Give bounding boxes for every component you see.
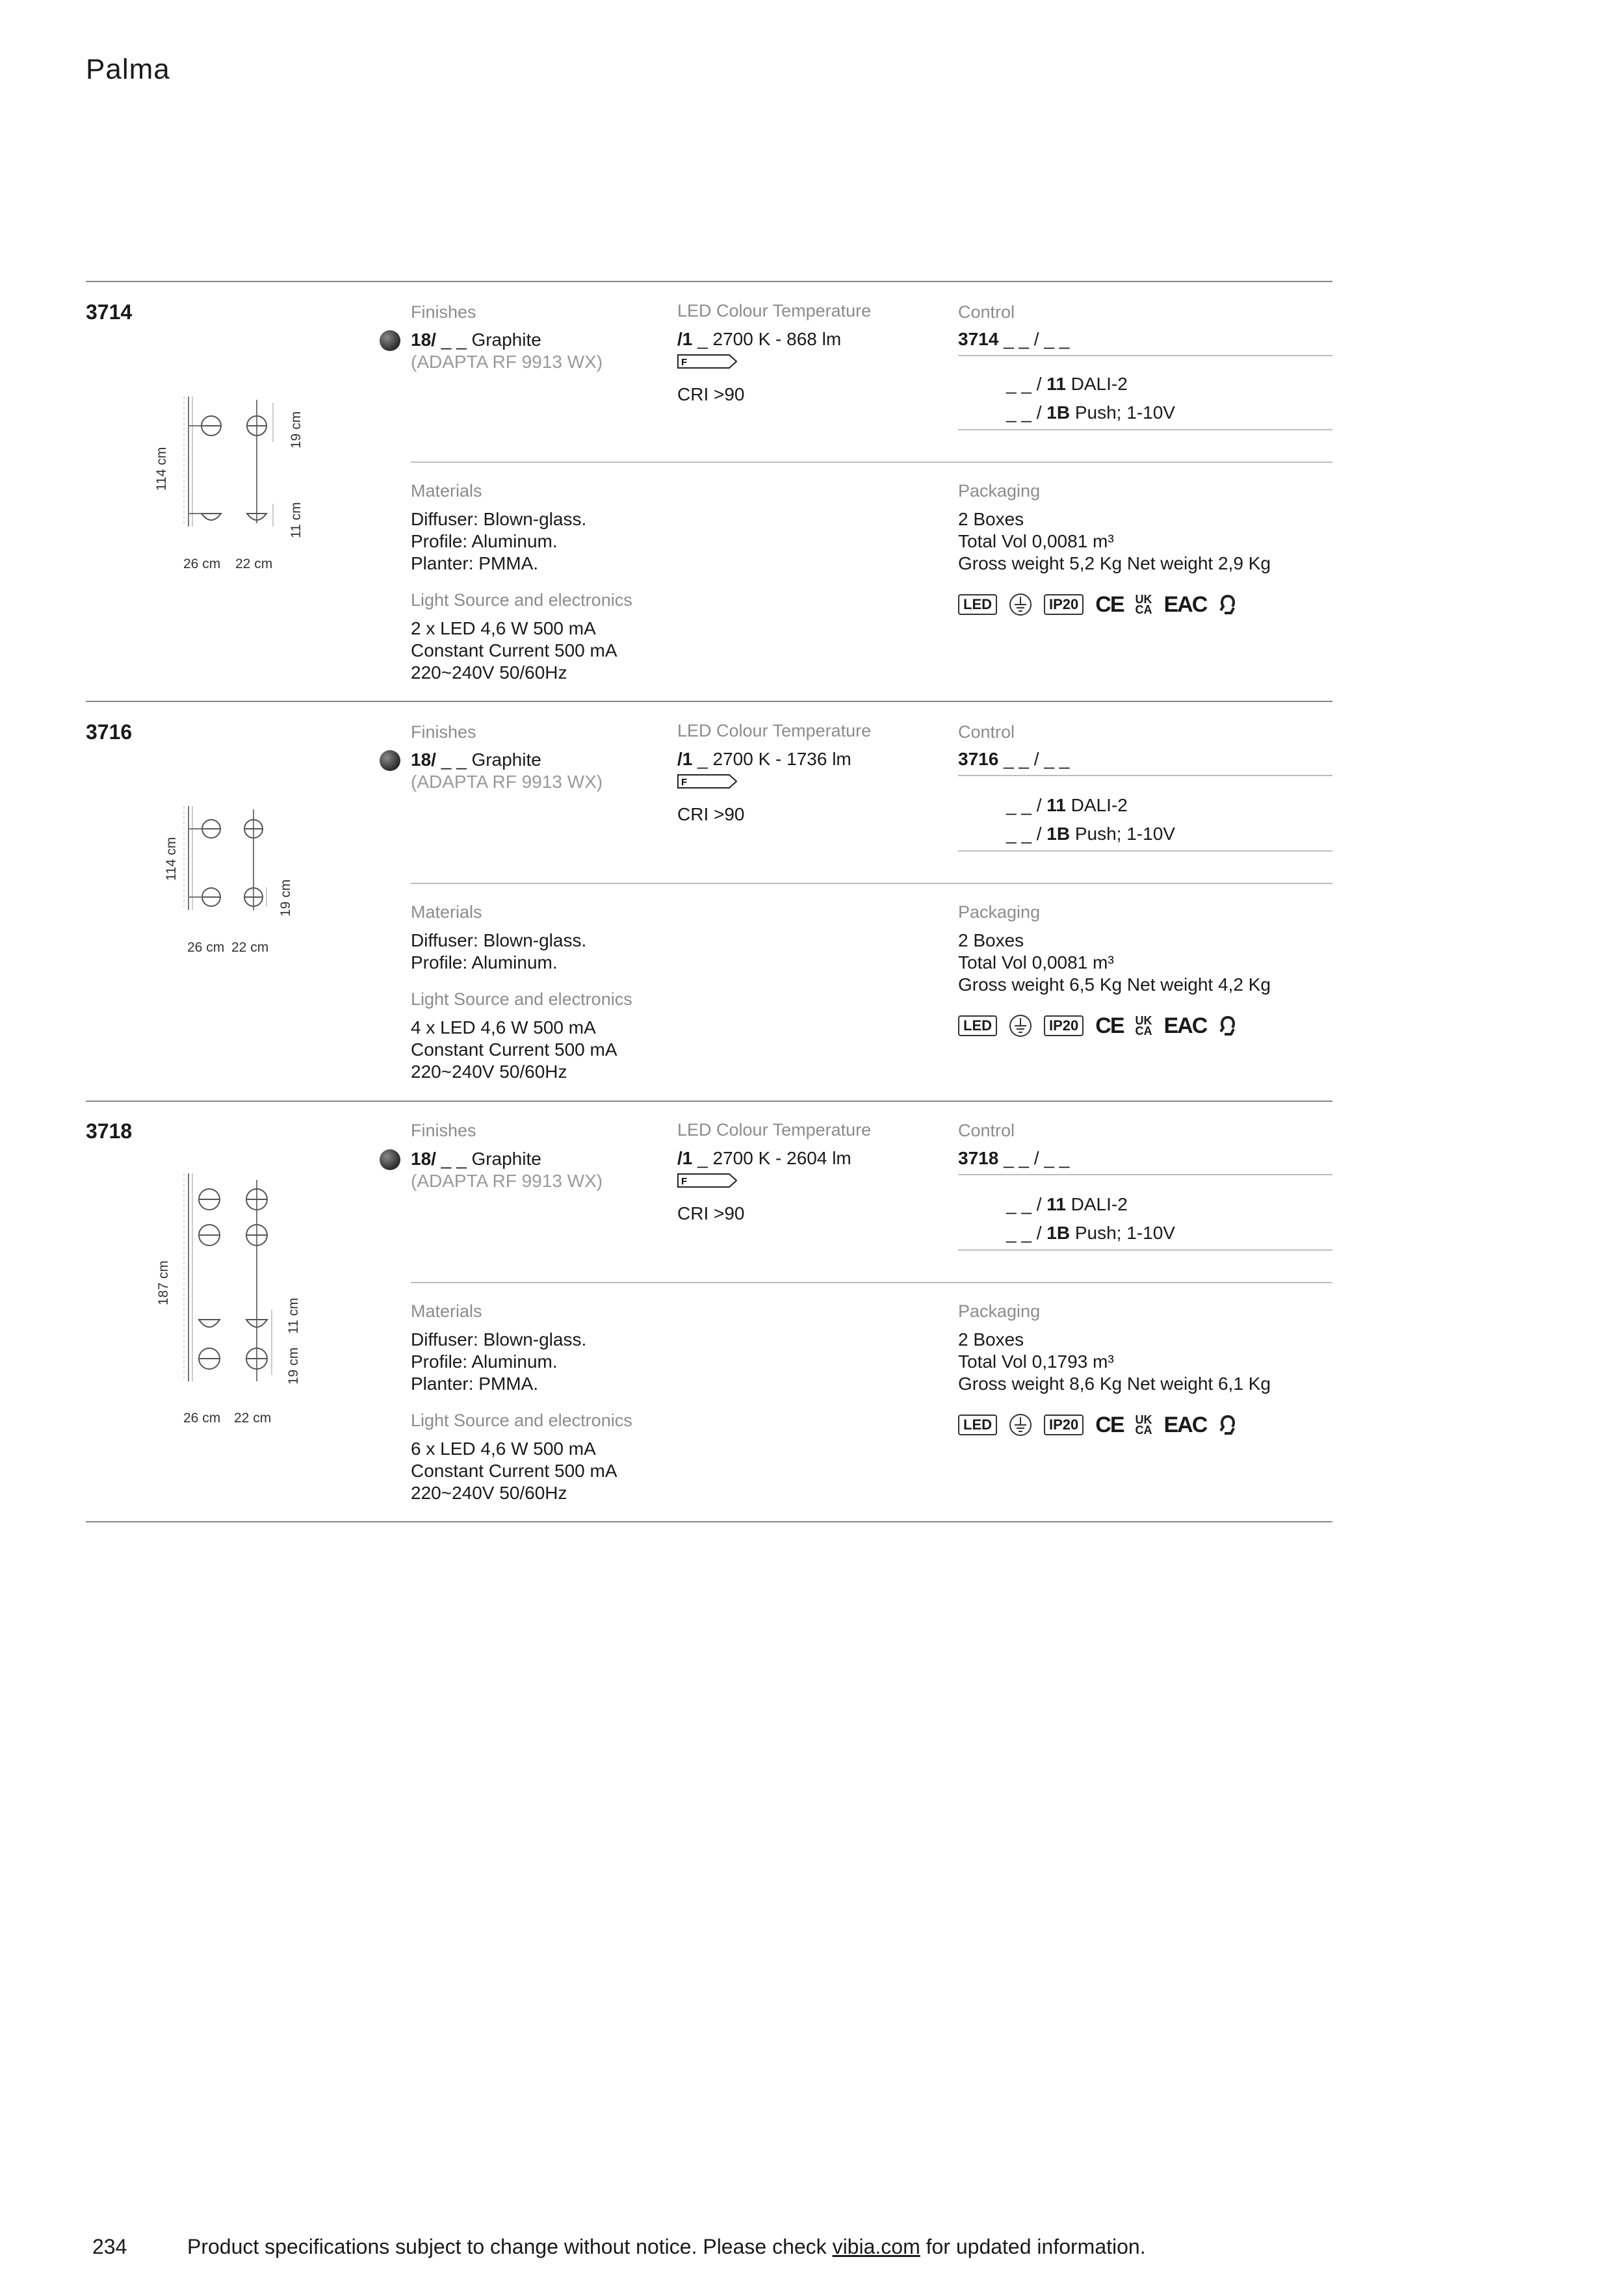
dim-a: 19 cm [289,411,304,449]
cri: CRI >90 [677,804,745,824]
packaging-label: Packaging [958,902,1041,922]
page-number: 234 [92,2235,127,2258]
ukca-mark: UK CA [1135,1413,1152,1437]
dim-w2: 22 cm [234,1411,272,1426]
inner-divider [411,462,1332,463]
ukca-mark: UK CA [1135,1014,1152,1037]
control-option: _ _ / 11 DALI-2 [1006,795,1128,815]
finish-ref: (ADAPTA RF 9913 WX) [411,352,603,372]
control-option: _ _ / 1B Push; 1-10V [1006,824,1175,844]
inner-divider [411,883,1332,884]
material-item: Diffuser: Blown-glass. [411,509,587,529]
energy-label-icon [677,774,737,789]
dim-height: 114 cm [154,447,169,491]
cri: CRI >90 [677,384,745,404]
packaging-item: Gross weight 5,2 Kg Net weight 2,9 Kg [958,553,1271,573]
packaging-item: Total Vol 0,0081 m³ [958,952,1114,972]
dim-b: 11 cm [286,1298,301,1334]
packaging-item: Gross weight 6,5 Kg Net weight 4,2 Kg [958,974,1271,995]
eac-mark: EAC [1163,1013,1207,1038]
dim-a: 19 cm [278,879,293,917]
packaging-item: 2 Boxes [958,1329,1024,1350]
ukca-mark: UK CA [1135,593,1152,616]
section-divider [86,1101,1332,1102]
temp-line: /1 _ 2700 K - 2604 lm [677,1148,851,1168]
light-item: Constant Current 500 mA [411,1461,617,1481]
light-item: 220~240V 50/60Hz [411,1483,567,1503]
section-divider [86,281,1332,282]
dim-w1: 26 cm [187,940,225,955]
temp-line: /1 _ 2700 K - 1736 lm [677,749,851,769]
product-code: 3714 [86,300,133,324]
control-divider [958,1249,1332,1251]
temp-line: /1 _ 2700 K - 868 lm [677,329,842,349]
page-title: Palma [86,53,170,85]
finish-swatch-icon [380,330,400,351]
finishes-label: Finishes [411,1121,476,1140]
packaging-item: 2 Boxes [958,930,1024,950]
materials-label: Materials [411,481,482,501]
dim-height: 114 cm [164,837,179,881]
light-item: 2 x LED 4,6 W 500 mA [411,618,596,638]
cri: CRI >90 [677,1203,745,1223]
product-code: 3718 [86,1119,133,1143]
light-source-label: Light Source and electronics [411,989,632,1009]
light-source-label: Light Source and electronics [411,1411,632,1430]
led-temp-label: LED Colour Temperature [677,301,872,320]
led-badge: LED [958,1415,997,1435]
control-label: Control [958,1121,1015,1140]
vibia-link[interactable]: vibia.com [832,2235,920,2258]
dim-a: 19 cm [286,1347,301,1385]
control-divider [958,775,1332,776]
ip-badge: IP20 [1044,1015,1084,1036]
certification-row [958,1412,1238,1438]
dim-w2: 22 cm [235,556,273,571]
light-item: Constant Current 500 mA [411,1039,617,1060]
material-item: Planter: PMMA. [411,553,539,573]
finish-ref: (ADAPTA RF 9913 WX) [411,1171,603,1191]
led-badge: LED [958,594,997,615]
packaging-item: 2 Boxes [958,509,1024,529]
control-code: 3716 _ _ / _ _ [958,749,1070,769]
section-divider [86,701,1332,702]
control-code: 3718 _ _ / _ _ [958,1148,1070,1168]
control-option: _ _ / 11 DALI-2 [1006,374,1128,394]
packaging-item: Total Vol 0,0081 m³ [958,531,1114,551]
energy-class: F [681,1176,688,1187]
materials-label: Materials [411,902,482,922]
ce-mark: CE [1095,592,1124,617]
light-item: Constant Current 500 mA [411,640,617,660]
energy-label-icon [677,1173,737,1188]
ip-badge: IP20 [1044,1415,1084,1435]
material-item: Profile: Aluminum. [411,1351,558,1372]
light-item: 220~240V 50/60Hz [411,662,567,683]
control-divider [958,355,1332,356]
control-divider [958,1174,1332,1175]
material-item: Diffuser: Blown-glass. [411,1329,587,1350]
energy-class: F [681,777,688,788]
material-item: Diffuser: Blown-glass. [411,930,587,950]
certification-row [958,592,1238,618]
packaging-item: Gross weight 8,6 Kg Net weight 6,1 Kg [958,1374,1271,1394]
footer-note: Product specifications subject to change without notice. Please check vibia.com for updated information. [187,2235,1146,2258]
product-code: 3716 [86,720,133,744]
control-option: _ _ / 1B Push; 1-10V [1006,402,1175,423]
control-label: Control [958,302,1015,322]
material-item: Profile: Aluminum. [411,952,558,972]
light-item: 4 x LED 4,6 W 500 mA [411,1017,596,1037]
inner-divider [411,1282,1332,1283]
recycle-icon [1218,594,1238,616]
dim-b: 11 cm [289,502,304,538]
led-badge: LED [958,1015,997,1036]
light-item: 6 x LED 4,6 W 500 mA [411,1439,596,1459]
ground-symbol-icon [1009,1014,1032,1037]
ce-mark: CE [1095,1412,1124,1437]
control-code: 3714 _ _ / _ _ [958,329,1070,349]
led-temp-label: LED Colour Temperature [677,721,872,740]
control-option: _ _ / 1B Push; 1-10V [1006,1223,1175,1243]
eac-mark: EAC [1163,1412,1207,1437]
control-label: Control [958,722,1015,742]
certification-row [958,1013,1238,1039]
dim-w1: 26 cm [183,1411,221,1426]
recycle-icon [1218,1015,1238,1037]
ip-badge: IP20 [1044,594,1084,615]
material-item: Planter: PMMA. [411,1374,539,1394]
finish-line: 18/ _ _ Graphite [411,1149,541,1169]
control-divider [958,429,1332,430]
finish-swatch-icon [380,750,400,771]
recycle-icon [1218,1414,1238,1436]
led-temp-label: LED Colour Temperature [677,1120,872,1140]
energy-label-icon [677,354,737,369]
eac-mark: EAC [1163,592,1207,617]
finishes-label: Finishes [411,722,476,742]
control-divider [958,850,1332,852]
dim-w1: 26 cm [183,556,221,571]
light-item: 220~240V 50/60Hz [411,1062,567,1082]
packaging-item: Total Vol 0,1793 m³ [958,1351,1114,1372]
finish-line: 18/ _ _ Graphite [411,750,541,770]
finish-line: 18/ _ _ Graphite [411,330,541,350]
ground-symbol-icon [1009,1413,1032,1437]
dim-w2: 22 cm [231,940,269,955]
packaging-label: Packaging [958,1301,1041,1321]
control-option: _ _ / 11 DALI-2 [1006,1194,1128,1214]
materials-label: Materials [411,1301,482,1321]
section-divider [86,1521,1332,1522]
finishes-label: Finishes [411,302,476,322]
finish-ref: (ADAPTA RF 9913 WX) [411,772,603,792]
finish-swatch-icon [380,1149,400,1170]
material-item: Profile: Aluminum. [411,531,558,551]
dim-height: 187 cm [156,1260,171,1305]
ground-symbol-icon [1009,593,1032,616]
ce-mark: CE [1095,1013,1124,1038]
packaging-label: Packaging [958,481,1041,501]
energy-class: F [681,357,688,368]
light-source-label: Light Source and electronics [411,590,632,610]
